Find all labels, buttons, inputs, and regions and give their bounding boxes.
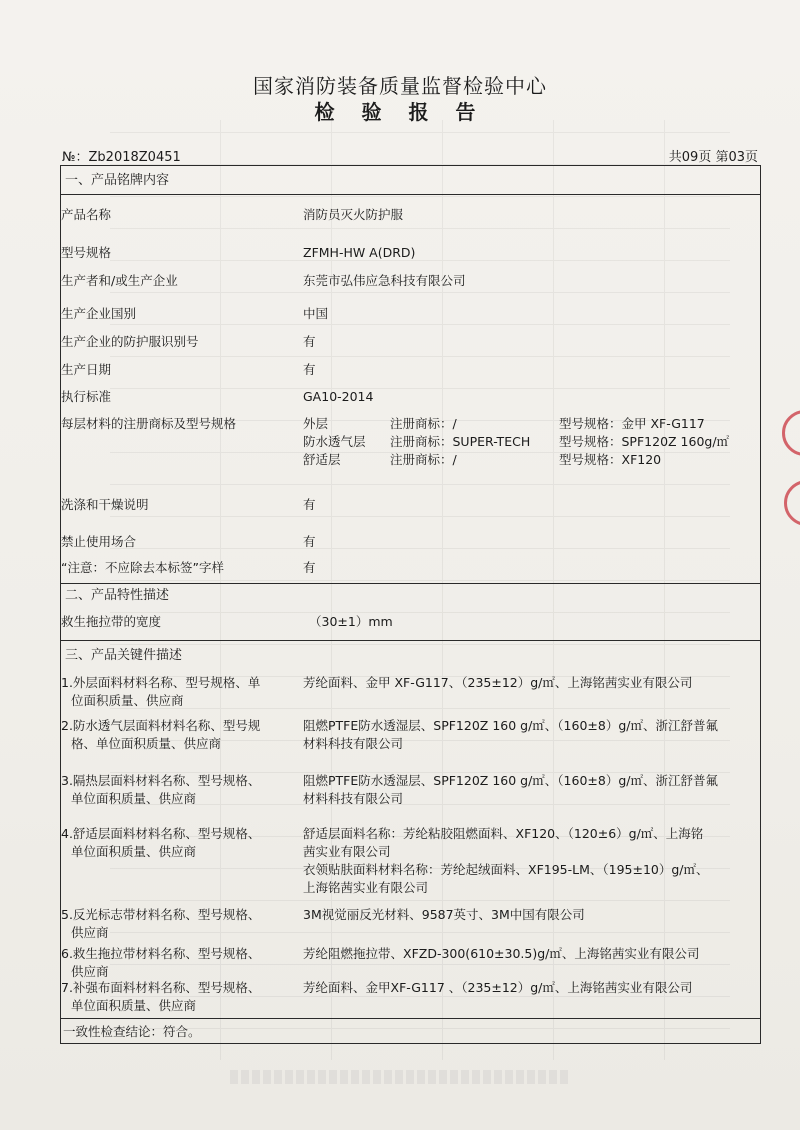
divider [61, 194, 760, 195]
component-value: 材料科技有限公司 [303, 736, 404, 751]
field-value: ZFMH-HW A(DRD) [303, 245, 416, 260]
component-label: 单位面积质量、供应商 [71, 998, 197, 1013]
component-label: 单位面积质量、供应商 [71, 791, 197, 806]
conclusion-text: 一致性检查结论：符合。 [63, 1024, 201, 1039]
component-value: 材料科技有限公司 [303, 791, 404, 806]
section-heading: 二、产品特性描述 [65, 588, 170, 603]
material-trademark: 注册商标：/ [390, 452, 457, 467]
seal-mark [782, 410, 800, 456]
component-value: 阻燃PTFE防水透湿层、SPF120Z 160 g/㎡、（160±8）g/㎡、浙江舒普氟 [303, 773, 718, 788]
field-value: 中国 [303, 306, 329, 321]
component-label: 位面积质量、供应商 [71, 693, 184, 708]
component-label: 5.反光标志带材料名称、型号规格、 [61, 907, 261, 922]
bleed-through-footer [230, 1070, 570, 1084]
component-value: 茜实业有限公司 [303, 844, 391, 859]
field-label: 每层材料的注册商标及型号规格 [61, 416, 237, 431]
divider [61, 583, 760, 584]
component-label: 供应商 [71, 964, 109, 979]
field-label: 生产企业国别 [61, 306, 137, 321]
report-org-title: 国家消防装备质量监督检验中心 [253, 74, 547, 98]
report-table [60, 165, 761, 1044]
component-value: 上海铭茜实业有限公司 [303, 880, 429, 895]
field-value: 有 [303, 334, 316, 349]
component-label: 4.舒适层面料材料名称、型号规格、 [61, 826, 261, 841]
component-value: 芳纶面料、金甲 XF-G117、（235±12）g/㎡、上海铭茜实业有限公司 [303, 675, 693, 690]
field-label: “注意：不应除去本标签”字样 [61, 560, 224, 575]
component-value: 衣领贴肤面料材料名称：芳纶起绒面料、XF195-LM、（195±10）g/㎡、 [303, 862, 709, 877]
field-value: （30±1）mm [309, 614, 393, 629]
component-value: 舒适层面料名称：芳纶粘胶阻燃面料、XF120、（120±6）g/㎡、上海铭 [303, 826, 704, 841]
field-value: 有 [303, 362, 316, 377]
field-label: 型号规格 [61, 245, 112, 260]
field-label: 生产者和/或生产企业 [61, 273, 178, 288]
field-value: GA10-2014 [303, 389, 374, 404]
material-trademark: 注册商标：/ [390, 416, 457, 431]
field-label: 救生拖拉带的宽度 [61, 614, 162, 629]
section-heading: 三、产品关键件描述 [65, 648, 183, 663]
material-layer: 舒适层 [303, 452, 341, 467]
field-label: 产品名称 [61, 207, 112, 222]
field-label: 禁止使用场合 [61, 534, 137, 549]
field-value: 有 [303, 534, 316, 549]
material-model: 型号规格：SPF120Z 160g/㎡ [559, 434, 730, 449]
seal-mark [784, 480, 800, 526]
field-label: 执行标准 [61, 389, 112, 404]
page-indicator: 共09页 第03页 [668, 150, 758, 165]
report-number: №：Zb2018Z0451 [62, 150, 181, 165]
official-seal-fragment [780, 400, 800, 560]
component-label: 3.隔热层面料材料名称、型号规格、 [61, 773, 261, 788]
component-label: 1.外层面料材料名称、型号规格、单 [61, 675, 261, 690]
field-label: 生产企业的防护服识别号 [61, 334, 199, 349]
material-layer: 外层 [303, 416, 329, 431]
divider [61, 1018, 760, 1019]
material-layer: 防水透气层 [303, 434, 366, 449]
field-value: 有 [303, 560, 316, 575]
field-label: 洗涤和干燥说明 [61, 497, 149, 512]
component-value: 芳纶阻燃拖拉带、XFZD-300(610±30.5)g/㎡、上海铭茜实业有限公司 [303, 946, 700, 961]
material-trademark: 注册商标：SUPER-TECH [390, 434, 531, 449]
material-model: 型号规格：XF120 [559, 452, 662, 467]
field-label: 生产日期 [61, 362, 112, 377]
section-heading: 一、产品铭牌内容 [65, 173, 170, 188]
component-value: 芳纶面料、金甲XF-G117 、（235±12）g/㎡、上海铭茜实业有限公司 [303, 980, 693, 995]
component-value: 3M视觉丽反光材料、9587英寸、3M中国有限公司 [303, 907, 585, 922]
divider [61, 640, 760, 641]
component-label: 6.救生拖拉带材料名称、型号规格、 [61, 946, 261, 961]
component-label: 7.补强布面料材料名称、型号规格、 [61, 980, 261, 995]
field-value: 消防员灭火防护服 [303, 207, 404, 222]
component-label: 单位面积质量、供应商 [71, 844, 197, 859]
component-label: 2.防水透气层面料材料名称、型号规 [61, 718, 261, 733]
component-value: 阻燃PTFE防水透湿层、SPF120Z 160 g/㎡、（160±8）g/㎡、浙江舒普氟 [303, 718, 718, 733]
component-label: 供应商 [71, 925, 109, 940]
field-value: 东莞市弘伟应急科技有限公司 [303, 273, 466, 288]
report-title: 检 验 报 告 [314, 100, 486, 124]
material-model: 型号规格：金甲 XF-G117 [559, 416, 705, 431]
field-value: 有 [303, 497, 316, 512]
component-label: 格、单位面积质量、供应商 [71, 736, 222, 751]
